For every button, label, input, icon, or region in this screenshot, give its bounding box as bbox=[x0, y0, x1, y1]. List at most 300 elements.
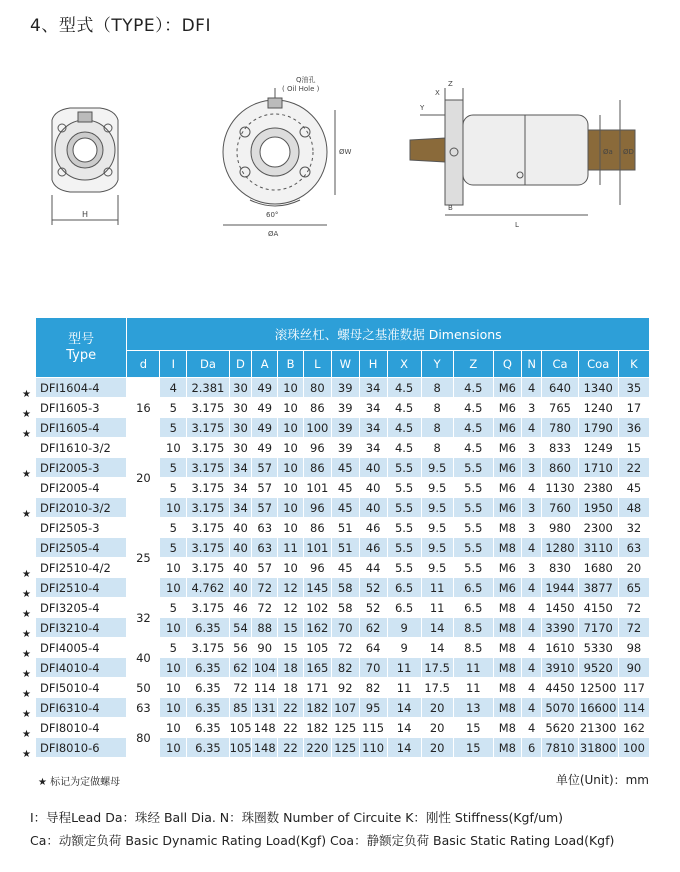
cell-y: 11 bbox=[421, 598, 453, 618]
model-cell: DFI1610-3/2 bbox=[36, 438, 127, 458]
cell-w: 39 bbox=[331, 438, 359, 458]
cell-d: 40 bbox=[229, 558, 252, 578]
cell-n: 3 bbox=[521, 518, 542, 538]
cell-d: 105 bbox=[229, 718, 252, 738]
cell-d: 30 bbox=[229, 418, 252, 438]
cell-ca: 833 bbox=[542, 438, 578, 458]
cell-z: 4.5 bbox=[453, 438, 493, 458]
cell-ca: 640 bbox=[542, 378, 578, 398]
cell-n: 4 bbox=[521, 578, 542, 598]
cell-da: 6.35 bbox=[187, 698, 229, 718]
oil-hole-label-cn: Q油孔 bbox=[296, 76, 316, 84]
column-header-a: A bbox=[252, 351, 278, 378]
cell-q: M8 bbox=[493, 598, 521, 618]
cell-k: 100 bbox=[618, 738, 649, 758]
cell-da: 6.35 bbox=[187, 658, 229, 678]
column-header-k: K bbox=[618, 351, 649, 378]
oil-hole-label-en: ( Oil Hole ) bbox=[282, 85, 320, 93]
label-A: ØA bbox=[268, 230, 279, 238]
cell-coa: 21300 bbox=[578, 718, 618, 738]
custom-star-icon bbox=[22, 485, 34, 505]
column-header-w: W bbox=[331, 351, 359, 378]
cell-da: 3.175 bbox=[187, 498, 229, 518]
cell-i: 4 bbox=[160, 378, 187, 398]
cell-i: 5 bbox=[160, 458, 187, 478]
cell-x: 4.5 bbox=[387, 438, 421, 458]
unit-label: 单位(Unit)：mm bbox=[555, 773, 649, 787]
cell-k: 90 bbox=[618, 658, 649, 678]
cell-b: 10 bbox=[278, 398, 304, 418]
cell-y: 8 bbox=[421, 398, 453, 418]
cell-w: 45 bbox=[331, 558, 359, 578]
cell-b: 10 bbox=[278, 478, 304, 498]
model-cell: DFI2505-3 bbox=[36, 518, 127, 538]
cell-i: 5 bbox=[160, 598, 187, 618]
cell-da: 3.175 bbox=[187, 598, 229, 618]
cell-d: 40 bbox=[229, 578, 252, 598]
legend-line-2: Ca：动额定负荷 Basic Dynamic Rating Load(Kgf) Coa：静额定负荷 Basic Static Rating Load(Kgf) bbox=[30, 833, 615, 848]
cell-b: 15 bbox=[278, 618, 304, 638]
cell-i: 5 bbox=[160, 638, 187, 658]
cell-da: 3.175 bbox=[187, 518, 229, 538]
cell-y: 9.5 bbox=[421, 518, 453, 538]
cell-w: 51 bbox=[331, 538, 359, 558]
cell-n: 4 bbox=[521, 658, 542, 678]
cell-x: 5.5 bbox=[387, 518, 421, 538]
cell-z: 5.5 bbox=[453, 478, 493, 498]
model-cell: DFI2005-3 bbox=[36, 458, 127, 478]
column-header-z: Z bbox=[453, 351, 493, 378]
cell-b: 18 bbox=[278, 658, 304, 678]
cell-y: 9.5 bbox=[421, 458, 453, 478]
cell-y: 8 bbox=[421, 438, 453, 458]
cell-l: 171 bbox=[303, 678, 331, 698]
cell-z: 6.5 bbox=[453, 578, 493, 598]
cell-x: 14 bbox=[387, 738, 421, 758]
cell-ca: 1280 bbox=[542, 538, 578, 558]
column-header-b: B bbox=[278, 351, 304, 378]
d-cell: 50 bbox=[127, 678, 160, 698]
cell-ca: 760 bbox=[542, 498, 578, 518]
cell-q: M8 bbox=[493, 738, 521, 758]
cell-b: 15 bbox=[278, 638, 304, 658]
cell-k: 36 bbox=[618, 418, 649, 438]
custom-star-icon bbox=[22, 545, 34, 565]
cell-y: 17.5 bbox=[421, 678, 453, 698]
cell-n: 6 bbox=[521, 738, 542, 758]
cell-i: 10 bbox=[160, 738, 187, 758]
legend-line-1: I：导程Lead Da：珠经 Ball Dia. N：珠圈数 Number of Circuite K：刚性 Stiffness(Kgf/um) bbox=[30, 810, 564, 825]
cell-l: 96 bbox=[303, 498, 331, 518]
cell-z: 15 bbox=[453, 738, 493, 758]
custom-star-icon: ★ bbox=[22, 409, 31, 420]
cell-coa: 1790 bbox=[578, 418, 618, 438]
cell-k: 48 bbox=[618, 498, 649, 518]
cell-k: 65 bbox=[618, 578, 649, 598]
cell-y: 9.5 bbox=[421, 478, 453, 498]
cell-d: 85 bbox=[229, 698, 252, 718]
cell-coa: 3110 bbox=[578, 538, 618, 558]
cell-l: 182 bbox=[303, 698, 331, 718]
cell-n: 4 bbox=[521, 638, 542, 658]
custom-star-icon: ★ bbox=[22, 689, 31, 700]
cell-w: 58 bbox=[331, 578, 359, 598]
label-angle: 60° bbox=[266, 211, 279, 219]
cell-w: 39 bbox=[331, 418, 359, 438]
cell-x: 11 bbox=[387, 678, 421, 698]
cell-w: 39 bbox=[331, 398, 359, 418]
cell-ca: 1450 bbox=[542, 598, 578, 618]
column-header-d: D bbox=[229, 351, 252, 378]
technical-drawings bbox=[0, 60, 680, 250]
cell-d: 34 bbox=[229, 498, 252, 518]
cell-w: 51 bbox=[331, 518, 359, 538]
custom-star-icon: ★ bbox=[22, 429, 31, 440]
cell-da: 3.175 bbox=[187, 418, 229, 438]
cell-y: 20 bbox=[421, 738, 453, 758]
cell-n: 4 bbox=[521, 698, 542, 718]
cell-z: 5.5 bbox=[453, 458, 493, 478]
cell-h: 110 bbox=[359, 738, 387, 758]
cell-n: 4 bbox=[521, 598, 542, 618]
cell-da: 6.35 bbox=[187, 718, 229, 738]
cell-coa: 2380 bbox=[578, 478, 618, 498]
cell-coa: 1340 bbox=[578, 378, 618, 398]
cell-d: 30 bbox=[229, 378, 252, 398]
cell-i: 10 bbox=[160, 498, 187, 518]
cell-q: M6 bbox=[493, 438, 521, 458]
cell-x: 9 bbox=[387, 618, 421, 638]
cell-k: 63 bbox=[618, 538, 649, 558]
cell-b: 12 bbox=[278, 598, 304, 618]
cell-da: 2.381 bbox=[187, 378, 229, 398]
cell-w: 45 bbox=[331, 458, 359, 478]
cell-i: 10 bbox=[160, 578, 187, 598]
cell-a: 104 bbox=[252, 658, 278, 678]
table-row bbox=[36, 638, 650, 658]
cell-l: 96 bbox=[303, 558, 331, 578]
cell-ca: 830 bbox=[542, 558, 578, 578]
type-header bbox=[36, 318, 127, 378]
cell-h: 46 bbox=[359, 538, 387, 558]
cell-a: 49 bbox=[252, 398, 278, 418]
front-view-round bbox=[223, 88, 335, 225]
cell-q: M8 bbox=[493, 658, 521, 678]
cell-x: 5.5 bbox=[387, 498, 421, 518]
column-header-row bbox=[36, 351, 650, 378]
cell-h: 62 bbox=[359, 618, 387, 638]
cell-i: 10 bbox=[160, 698, 187, 718]
d-cell: 40 bbox=[127, 638, 160, 678]
column-header-q: Q bbox=[493, 351, 521, 378]
front-view-flange bbox=[52, 108, 118, 225]
model-cell: DFI3210-4 bbox=[36, 618, 127, 638]
cell-coa: 1240 bbox=[578, 398, 618, 418]
cell-k: 117 bbox=[618, 678, 649, 698]
cell-l: 86 bbox=[303, 518, 331, 538]
d-cell: 16 bbox=[127, 378, 160, 438]
cell-a: 57 bbox=[252, 458, 278, 478]
cell-h: 44 bbox=[359, 558, 387, 578]
cell-da: 3.175 bbox=[187, 398, 229, 418]
cell-h: 46 bbox=[359, 518, 387, 538]
cell-y: 9.5 bbox=[421, 558, 453, 578]
cell-y: 8 bbox=[421, 418, 453, 438]
cell-q: M6 bbox=[493, 478, 521, 498]
cell-q: M6 bbox=[493, 378, 521, 398]
dimensions-table bbox=[36, 318, 650, 758]
model-cell: DFI5010-4 bbox=[36, 678, 127, 698]
cell-b: 22 bbox=[278, 738, 304, 758]
label-Y: Y bbox=[420, 104, 425, 112]
cell-q: M8 bbox=[493, 538, 521, 558]
label-B: B bbox=[448, 204, 453, 212]
cell-x: 5.5 bbox=[387, 458, 421, 478]
cell-coa: 2300 bbox=[578, 518, 618, 538]
cell-da: 6.35 bbox=[187, 618, 229, 638]
cell-z: 5.5 bbox=[453, 558, 493, 578]
custom-nut-marker-column bbox=[22, 385, 34, 765]
cell-k: 72 bbox=[618, 598, 649, 618]
cell-z: 11 bbox=[453, 678, 493, 698]
custom-star-icon: ★ bbox=[22, 589, 31, 600]
cell-l: 162 bbox=[303, 618, 331, 638]
cell-a: 49 bbox=[252, 438, 278, 458]
model-cell: DFI2005-4 bbox=[36, 478, 127, 498]
cell-l: 101 bbox=[303, 538, 331, 558]
cell-l: 102 bbox=[303, 598, 331, 618]
cell-k: 72 bbox=[618, 618, 649, 638]
cell-d: 62 bbox=[229, 658, 252, 678]
cell-l: 165 bbox=[303, 658, 331, 678]
cell-k: 15 bbox=[618, 438, 649, 458]
cell-n: 3 bbox=[521, 458, 542, 478]
cell-y: 9.5 bbox=[421, 498, 453, 518]
cell-a: 49 bbox=[252, 378, 278, 398]
cell-w: 45 bbox=[331, 478, 359, 498]
cell-i: 5 bbox=[160, 518, 187, 538]
table-body bbox=[36, 378, 650, 758]
cell-i: 10 bbox=[160, 718, 187, 738]
cell-coa: 4150 bbox=[578, 598, 618, 618]
cell-q: M6 bbox=[493, 398, 521, 418]
page-title: 4、型式（TYPE）：DFI bbox=[30, 16, 211, 36]
cell-coa: 7170 bbox=[578, 618, 618, 638]
model-cell: DFI1604-4 bbox=[36, 378, 127, 398]
cell-coa: 9520 bbox=[578, 658, 618, 678]
column-header-ca: Ca bbox=[542, 351, 578, 378]
cell-h: 115 bbox=[359, 718, 387, 738]
cell-z: 6.5 bbox=[453, 598, 493, 618]
cell-n: 3 bbox=[521, 438, 542, 458]
cell-coa: 5330 bbox=[578, 638, 618, 658]
cell-a: 114 bbox=[252, 678, 278, 698]
cell-n: 3 bbox=[521, 398, 542, 418]
cell-y: 20 bbox=[421, 698, 453, 718]
cell-q: M8 bbox=[493, 718, 521, 738]
cell-ca: 5070 bbox=[542, 698, 578, 718]
cell-ca: 980 bbox=[542, 518, 578, 538]
cell-y: 8 bbox=[421, 378, 453, 398]
type-header-en: Type bbox=[66, 347, 97, 363]
cell-h: 82 bbox=[359, 678, 387, 698]
d-cell: 25 bbox=[127, 518, 160, 598]
cell-x: 9 bbox=[387, 638, 421, 658]
cell-d: 30 bbox=[229, 438, 252, 458]
cell-b: 10 bbox=[278, 438, 304, 458]
type-header-cn: 型号 bbox=[68, 331, 95, 347]
cell-i: 5 bbox=[160, 478, 187, 498]
cell-h: 34 bbox=[359, 438, 387, 458]
cell-ca: 7810 bbox=[542, 738, 578, 758]
cell-da: 3.175 bbox=[187, 458, 229, 478]
cell-i: 10 bbox=[160, 618, 187, 638]
custom-star-icon: ★ bbox=[22, 629, 31, 640]
cell-y: 14 bbox=[421, 638, 453, 658]
side-view bbox=[410, 88, 635, 215]
cell-b: 18 bbox=[278, 678, 304, 698]
cell-z: 13 bbox=[453, 698, 493, 718]
cell-coa: 1680 bbox=[578, 558, 618, 578]
cell-l: 220 bbox=[303, 738, 331, 758]
cell-x: 5.5 bbox=[387, 538, 421, 558]
cell-x: 6.5 bbox=[387, 598, 421, 618]
cell-w: 125 bbox=[331, 738, 359, 758]
cell-k: 98 bbox=[618, 638, 649, 658]
cell-ca: 765 bbox=[542, 398, 578, 418]
cell-y: 14 bbox=[421, 618, 453, 638]
cell-h: 52 bbox=[359, 598, 387, 618]
cell-b: 22 bbox=[278, 698, 304, 718]
cell-da: 3.175 bbox=[187, 558, 229, 578]
cell-z: 15 bbox=[453, 718, 493, 738]
cell-coa: 1950 bbox=[578, 498, 618, 518]
dimensions-table-wrapper bbox=[36, 318, 650, 758]
cell-b: 10 bbox=[278, 418, 304, 438]
cell-i: 5 bbox=[160, 398, 187, 418]
cell-z: 4.5 bbox=[453, 398, 493, 418]
cell-q: M8 bbox=[493, 698, 521, 718]
cell-h: 40 bbox=[359, 458, 387, 478]
cell-a: 57 bbox=[252, 478, 278, 498]
cell-da: 3.175 bbox=[187, 538, 229, 558]
cell-y: 17.5 bbox=[421, 658, 453, 678]
cell-k: 32 bbox=[618, 518, 649, 538]
cell-da: 6.35 bbox=[187, 738, 229, 758]
table-row bbox=[36, 678, 650, 698]
cell-z: 4.5 bbox=[453, 378, 493, 398]
cell-l: 145 bbox=[303, 578, 331, 598]
custom-star-icon: ★ bbox=[22, 669, 31, 680]
cell-ca: 1130 bbox=[542, 478, 578, 498]
cell-q: M6 bbox=[493, 458, 521, 478]
cell-n: 4 bbox=[521, 718, 542, 738]
cell-h: 95 bbox=[359, 698, 387, 718]
cell-x: 4.5 bbox=[387, 378, 421, 398]
cell-da: 6.35 bbox=[187, 678, 229, 698]
cell-a: 148 bbox=[252, 738, 278, 758]
model-cell: DFI1605-4 bbox=[36, 418, 127, 438]
cell-d: 40 bbox=[229, 518, 252, 538]
label-Da: Øa bbox=[603, 148, 613, 156]
cell-x: 14 bbox=[387, 698, 421, 718]
cell-n: 4 bbox=[521, 378, 542, 398]
cell-w: 58 bbox=[331, 598, 359, 618]
cell-ca: 4450 bbox=[542, 678, 578, 698]
cell-a: 49 bbox=[252, 418, 278, 438]
cell-coa: 31800 bbox=[578, 738, 618, 758]
custom-star-icon: ★ bbox=[22, 569, 31, 580]
cell-k: 17 bbox=[618, 398, 649, 418]
table-row bbox=[36, 598, 650, 618]
cell-z: 5.5 bbox=[453, 518, 493, 538]
label-L: L bbox=[515, 221, 519, 229]
cell-h: 34 bbox=[359, 378, 387, 398]
cell-d: 56 bbox=[229, 638, 252, 658]
cell-n: 4 bbox=[521, 618, 542, 638]
cell-w: 45 bbox=[331, 498, 359, 518]
cell-b: 11 bbox=[278, 538, 304, 558]
cell-n: 4 bbox=[521, 538, 542, 558]
cell-i: 10 bbox=[160, 678, 187, 698]
model-cell: DFI4010-4 bbox=[36, 658, 127, 678]
cell-y: 9.5 bbox=[421, 538, 453, 558]
cell-a: 72 bbox=[252, 598, 278, 618]
column-header-l: L bbox=[303, 351, 331, 378]
cell-ca: 1944 bbox=[542, 578, 578, 598]
cell-h: 40 bbox=[359, 498, 387, 518]
cell-z: 5.5 bbox=[453, 498, 493, 518]
cell-n: 4 bbox=[521, 418, 542, 438]
cell-l: 86 bbox=[303, 458, 331, 478]
cell-a: 57 bbox=[252, 498, 278, 518]
cell-q: M6 bbox=[493, 578, 521, 598]
cell-k: 45 bbox=[618, 478, 649, 498]
column-header-coa: Coa bbox=[578, 351, 618, 378]
cell-l: 86 bbox=[303, 398, 331, 418]
cell-b: 10 bbox=[278, 558, 304, 578]
cell-d: 34 bbox=[229, 458, 252, 478]
cell-x: 11 bbox=[387, 658, 421, 678]
cell-k: 114 bbox=[618, 698, 649, 718]
d-cell: 63 bbox=[127, 698, 160, 718]
cell-ca: 3910 bbox=[542, 658, 578, 678]
table-row bbox=[36, 438, 650, 458]
cell-d: 105 bbox=[229, 738, 252, 758]
model-cell: DFI2010-3/2 bbox=[36, 498, 127, 518]
cell-da: 3.175 bbox=[187, 478, 229, 498]
cell-z: 8.5 bbox=[453, 638, 493, 658]
cell-w: 72 bbox=[331, 638, 359, 658]
cell-l: 100 bbox=[303, 418, 331, 438]
cell-coa: 1710 bbox=[578, 458, 618, 478]
model-cell: DFI2510-4 bbox=[36, 578, 127, 598]
column-header-da: Da bbox=[187, 351, 229, 378]
cell-d: 30 bbox=[229, 398, 252, 418]
cell-ca: 780 bbox=[542, 418, 578, 438]
column-header-y: Y bbox=[421, 351, 453, 378]
cell-b: 12 bbox=[278, 578, 304, 598]
cell-k: 22 bbox=[618, 458, 649, 478]
label-Z: Z bbox=[448, 80, 453, 88]
cell-k: 162 bbox=[618, 718, 649, 738]
cell-a: 63 bbox=[252, 538, 278, 558]
custom-star-icon: ★ bbox=[22, 389, 31, 400]
cell-coa: 3877 bbox=[578, 578, 618, 598]
cell-ca: 860 bbox=[542, 458, 578, 478]
cell-coa: 16600 bbox=[578, 698, 618, 718]
model-cell: DFI2505-4 bbox=[36, 538, 127, 558]
